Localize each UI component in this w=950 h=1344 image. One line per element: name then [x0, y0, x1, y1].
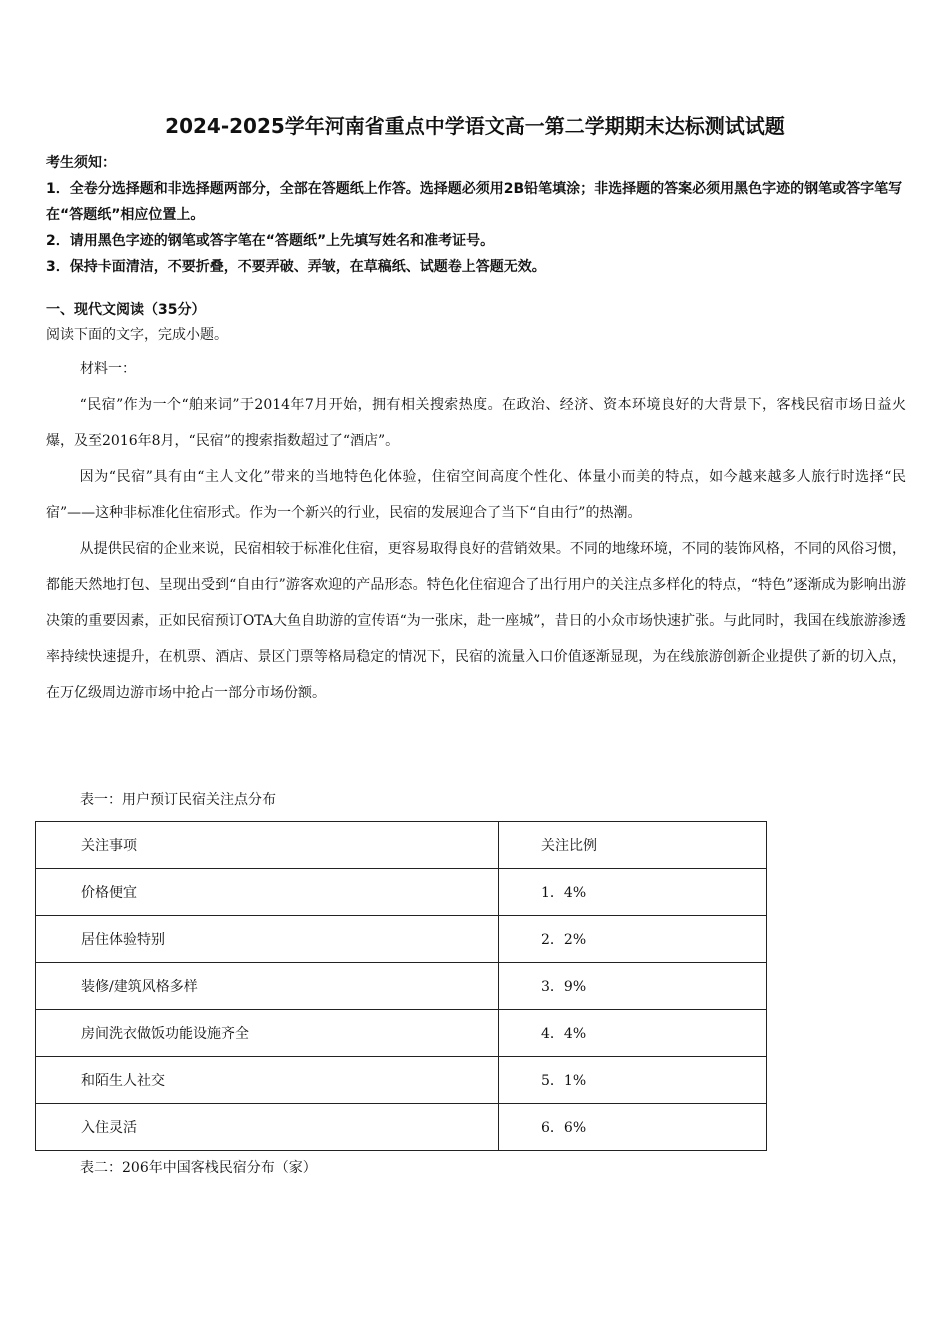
table-row: [36, 963, 767, 1010]
notice-heading: 考生须知：: [46, 155, 116, 171]
focus-distribution-table: [35, 821, 767, 1151]
table-cell: 5．1%: [499, 1057, 767, 1104]
paragraph: 从提供民宿的企业来说，民宿相较于标准化住宿，更容易取得良好的营销效果。不同的地缘环境，不同的装饰风格，不同的风俗习惯，都能天然地打包、呈现出受到“自由行”游客欢迎的产品形态。特色化住宿迎合了出行用户的关注点多样化的特点，“特色”逐渐成为影响出游决策的重要因素，正如民宿预订OTA大鱼自助游的宣传语“为一张床，赴一座城”，昔日的小众市场快速扩张。与此同时，我国在线旅游渗透率持续快速提升，在机票、酒店、景区门票等格局稳定的情况下，民宿的流量入口价值逐渐显现，为在线旅游创新企业提供了新的切入点，在万亿级周边游市场中抢占一部分市场份额。: [46, 541, 906, 701]
table-header-cell: 关注比例: [499, 822, 767, 869]
table-cell: 入住灵活: [36, 1104, 499, 1151]
paragraph: “民宿”作为一个“舶来词”于2014年7月开始，拥有相关搜索热度。在政治、经济、资本环境良好的大背景下，客栈民宿市场日益火爆，及至2016年8月，“民宿”的搜索指数超过了“酒店”。: [46, 397, 906, 449]
table-cell: 1．4%: [499, 869, 767, 916]
table-cell: 和陌生人社交: [36, 1057, 499, 1104]
table-row: [36, 1104, 767, 1151]
table-cell: 6．6%: [499, 1104, 767, 1151]
table-header-cell: 关注事项: [36, 822, 499, 869]
table1-caption: 表一：用户预订民宿关注点分布: [80, 792, 276, 808]
table-cell: 2．2%: [499, 916, 767, 963]
material-body: [46, 387, 906, 711]
table-row: [36, 916, 767, 963]
notice-item: 1．全卷分选择题和非选择题两部分，全部在答题纸上作答。选择题必须用2B铅笔填涂；非选择题的答案必须用黑色字迹的钢笔或答字笔写在“答题纸”相应位置上。: [46, 181, 903, 223]
table-header-row: [36, 822, 767, 869]
candidate-notice: [46, 150, 906, 280]
section-heading: 一、现代文阅读（35分）: [46, 302, 206, 318]
table-cell: 3．9%: [499, 963, 767, 1010]
reading-instruction: 阅读下面的文字，完成小题。: [46, 327, 228, 343]
paragraph: 因为“民宿”具有由“主人文化”带来的当地特色化体验，住宿空间高度个性化、体量小而美的特点，如今越来越多人旅行时选择“民宿”——这种非标准化住宿形式。作为一个新兴的行业，民宿的发展迎合了当下“自由行”的热潮。: [46, 469, 906, 521]
material-label: 材料一：: [80, 361, 136, 377]
table2-caption: 表二：206年中国客栈民宿分布（家）: [80, 1160, 317, 1176]
table-cell: 4．4%: [499, 1010, 767, 1057]
table-cell: 装修/建筑风格多样: [36, 963, 499, 1010]
table-row: [36, 1057, 767, 1104]
notice-item: 3．保持卡面清洁，不要折叠，不要弄破、弄皱，在草稿纸、试题卷上答题无效。: [46, 259, 546, 275]
table-row: [36, 1010, 767, 1057]
table-cell: 房间洗衣做饭功能设施齐全: [36, 1010, 499, 1057]
table-row: [36, 869, 767, 916]
exam-title: 2024-2025学年河南省重点中学语文高一第二学期期末达标测试试题: [165, 114, 785, 138]
notice-item: 2．请用黑色字迹的钢笔或答字笔在“答题纸”上先填写姓名和准考证号。: [46, 233, 495, 249]
table-cell: 居住体验特别: [36, 916, 499, 963]
table-cell: 价格便宜: [36, 869, 499, 916]
